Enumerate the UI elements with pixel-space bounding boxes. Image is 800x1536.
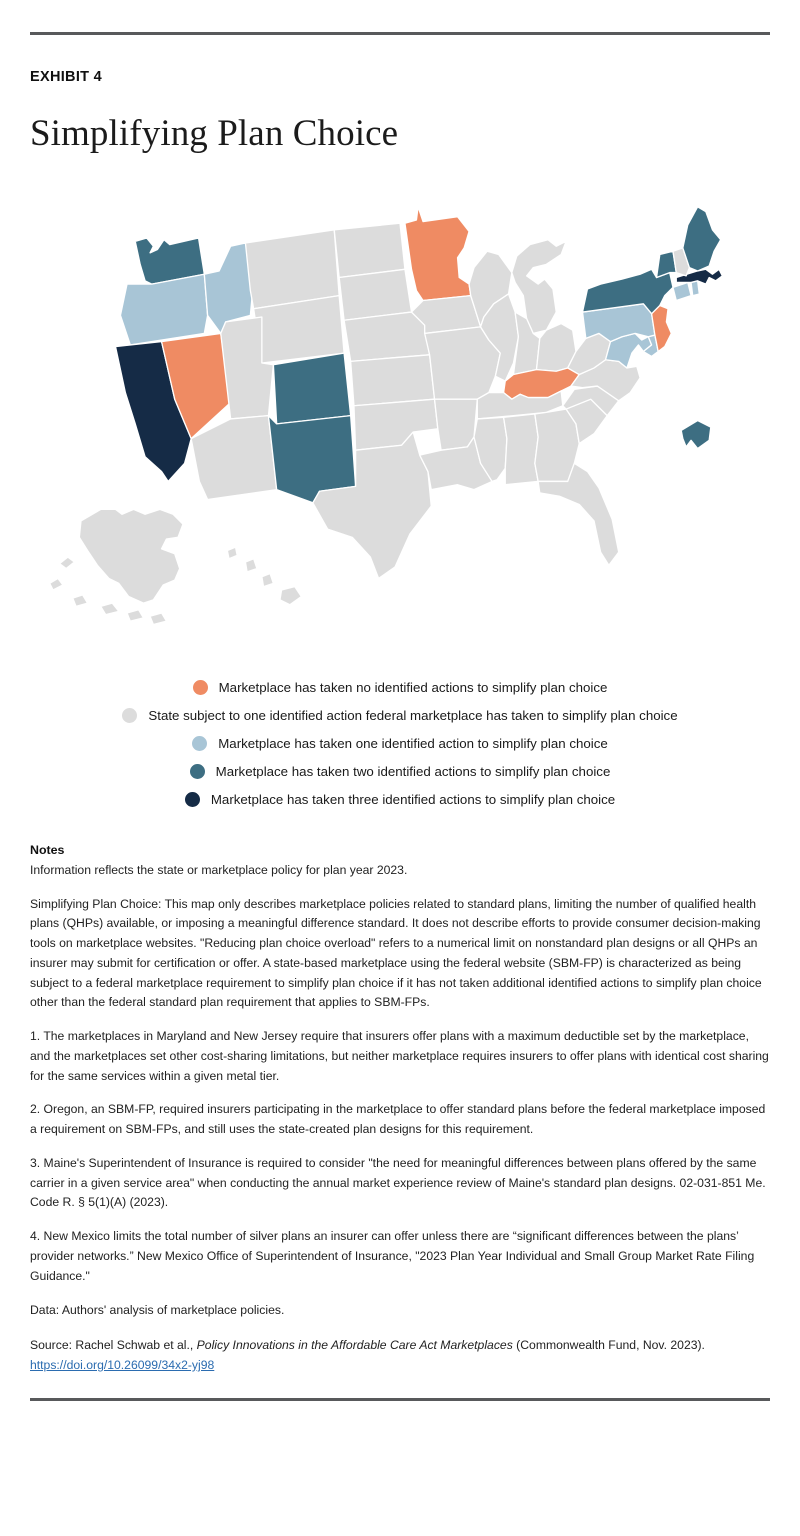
legend-item-two-actions [190, 762, 611, 782]
state-ME [683, 206, 721, 270]
legend-item-no-actions [193, 678, 608, 698]
source-doi-link[interactable]: https://doi.org/10.26099/34x2-yj98 [30, 1358, 215, 1373]
notes-paragraph-5: 3. Maine's Superintendent of Insurance is required to consider "the need for meaningful differences between plans offered by the same carrier in a given service area" when conducting the annual market experience review of Maine's standard plan designs. 02-031-851 Me. Code R. § 5(1)(A) (2023). [30, 1155, 766, 1210]
exhibit-label: EXHIBIT 4 [30, 69, 102, 85]
state-RI [691, 280, 699, 295]
legend-item-three-actions [185, 790, 615, 810]
legend-item-one-action [192, 734, 608, 754]
source-line [30, 1336, 770, 1376]
state-CO [273, 353, 350, 424]
state-DC [681, 420, 711, 448]
state-OK [354, 399, 438, 450]
state-CT [673, 282, 691, 300]
notes-paragraph-3: 1. The marketplaces in Maryland and New Jersey require that insurers offer plans with a maximum deductible set by the marketplace, and the marketplaces set other cost-sharing limitations, but neither marketplace requires insurers to offer plans with identical cost sharing for the same services within a given metal tier. [30, 1029, 769, 1083]
state-MN [405, 206, 471, 300]
state-SD [339, 269, 411, 320]
legend-label-three-actions: Marketplace has taken three identified actions to simplify plan choice [210, 791, 616, 807]
notes-section [30, 840, 770, 1376]
legend-label-federal-action: State subject to one identified action federal marketplace has taken to simplify plan choice [148, 707, 678, 723]
source-publication-title: Policy Innovations in the Affordable Care Act Marketplaces [196, 1338, 513, 1353]
legend-swatch-two-actions [190, 764, 205, 779]
source-prefix: Source: Rachel Schwab et al., [30, 1338, 197, 1353]
legend-swatch-three-actions [185, 792, 200, 807]
state-NE [344, 312, 430, 361]
legend-label-two-actions: Marketplace has taken two identified actions to simplify plan choice [215, 763, 611, 779]
state-AL [504, 414, 539, 485]
legend-swatch-federal-action [122, 708, 137, 723]
state-AZ [191, 415, 277, 499]
us-choropleth-map [30, 192, 770, 652]
notes-heading: Notes [30, 842, 65, 857]
legend-item-federal-action [122, 706, 677, 726]
state-KS [351, 354, 435, 405]
legend-swatch-no-actions [193, 680, 208, 695]
state-ND [334, 223, 405, 277]
state-HI [227, 547, 301, 605]
map-legend [30, 678, 770, 810]
state-OR [120, 274, 207, 345]
page-title: Simplifying Plan Choice [30, 113, 399, 154]
notes-paragraph-2: Simplifying Plan Choice: This map only describes marketplace policies related to standard plans, limiting the number of qualified health plans (QHPs) available, or imposing a meaningful difference standard. It does not describe efforts to provide consumer decision-making tools on marketplace websites. "Reducing plan choice overload" refers to a numerical limit on nonstandard plan designs or all QHPs an insurer may submit for certification or offer. A state-based marketplace using the federal website (SBM-FP) is characterized as being subject to a federal marketplace requirement to simplify plan choice if it has not taken additional identified actions to simplify plan choice other than the federal standard plan requirement that applies to SBM-FPs. [30, 896, 762, 1010]
notes-paragraph-1: Information reflects the state or marketplace policy for plan year 2023. [30, 862, 408, 877]
notes-paragraph-4: 2. Oregon, an SBM-FP, required insurers participating in the marketplace to offer standard plans before the federal marketplace imposed a requirement on SBM-FPs, and still uses the state-created plan designs for this requirement. [30, 1102, 766, 1137]
states-group [50, 206, 723, 624]
legend-swatch-one-action [192, 736, 207, 751]
notes-paragraph-7: Data: Authors' analysis of marketplace policies. [30, 1302, 285, 1317]
exhibit-page [0, 32, 800, 1401]
map-svg [30, 192, 770, 652]
legend-label-one-action: Marketplace has taken one identified action to simplify plan choice [218, 735, 608, 751]
notes-paragraph-6: 4. New Mexico limits the total number of silver plans an insurer can offer unless there are “significant differences between the plans’ provider networks.” New Mexico Office of Superintendent of Insurance, "2023 Plan Year Individual and Small Group Market Rate Filing Guidance." [30, 1229, 755, 1283]
source-middle: (Commonwealth Fund, Nov. 2023). [512, 1338, 705, 1353]
bottom-divider [30, 1398, 770, 1401]
state-AK [50, 509, 183, 624]
legend-label-no-actions: Marketplace has taken no identified actions to simplify plan choice [218, 679, 608, 695]
state-MT [245, 229, 339, 308]
top-divider [30, 32, 770, 35]
